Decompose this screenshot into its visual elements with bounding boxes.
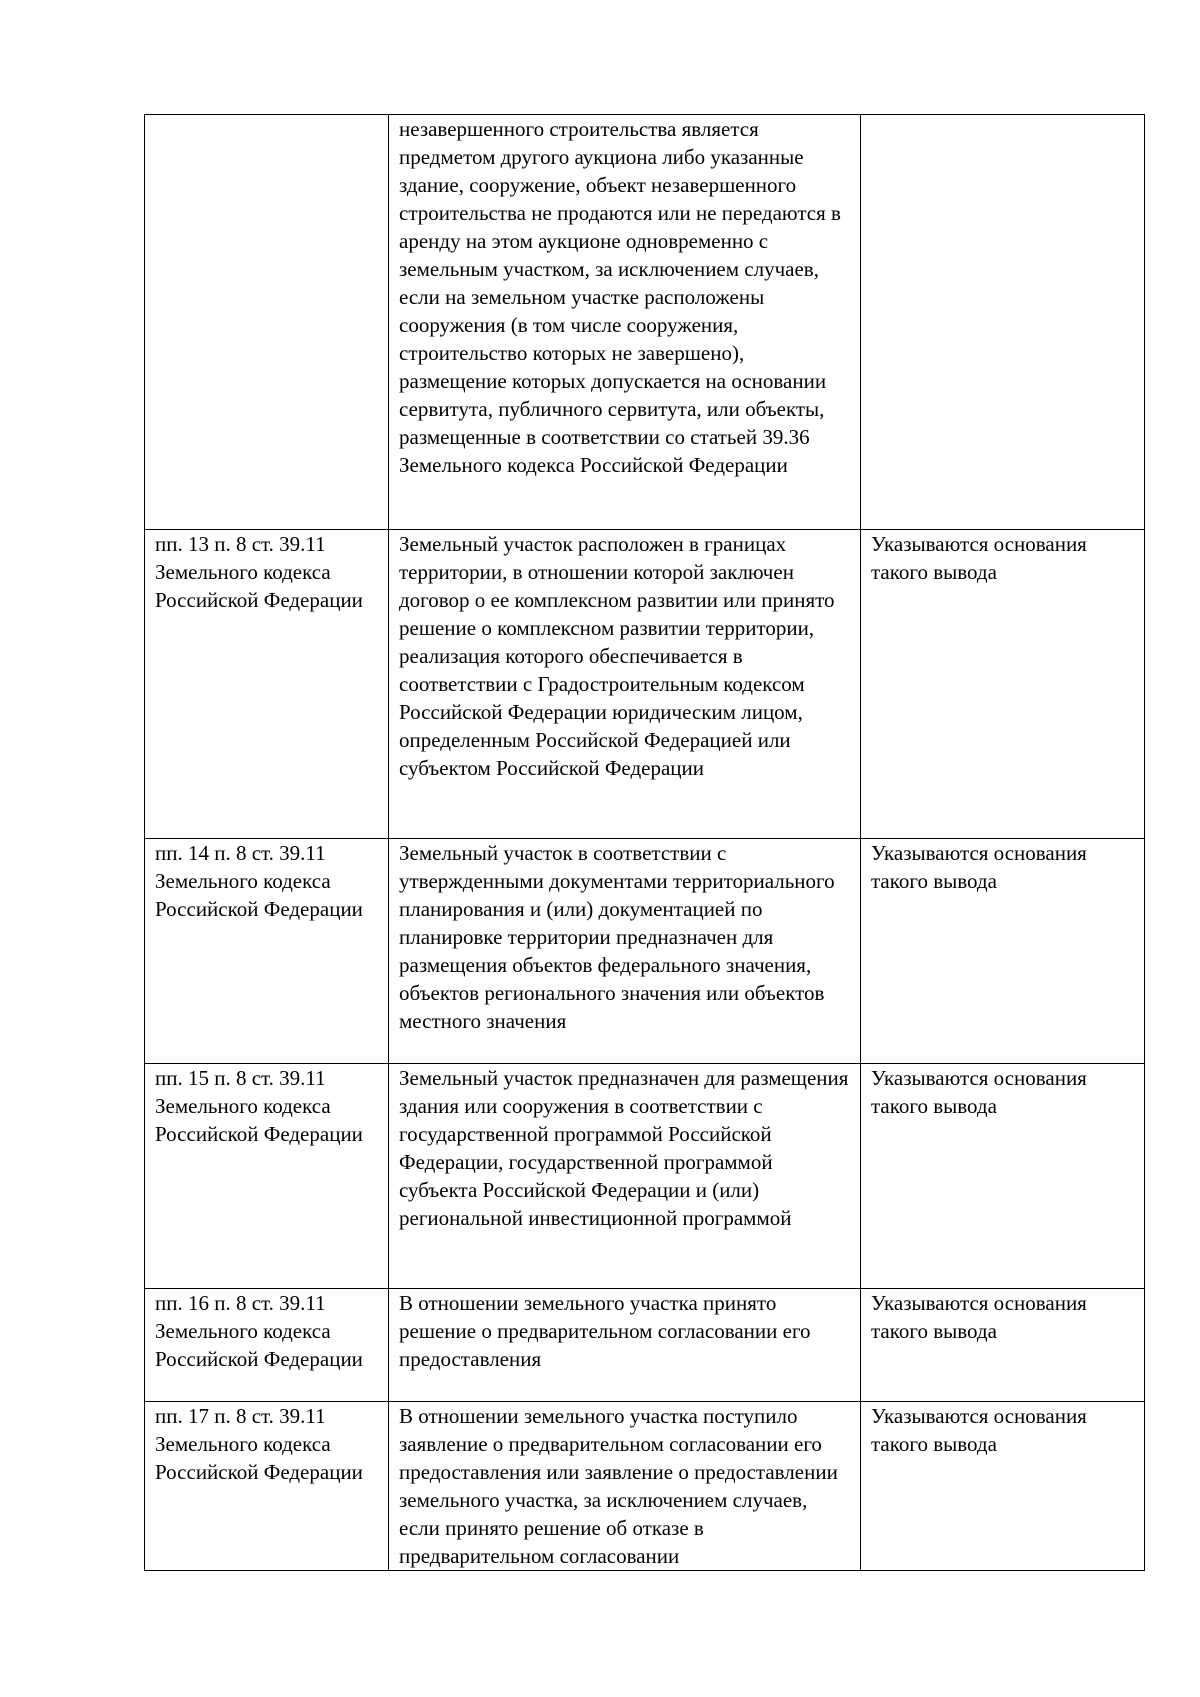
condition-cell: Земельный участок расположен в границах территории, в отношении которой заключен договор о ее комплексном развитии или принято решение о комплексном развитии территории, реализация которого обеспечивается в соответствии с Градостроительным кодексом Российской Федерации юридическим лицом, определенным Российской Федерацией или субъектом Российской Федерации [389, 530, 861, 839]
note-cell: Указываются основания такого вывода [861, 1402, 1145, 1571]
table-row [145, 530, 1145, 839]
condition-cell: В отношении земельного участка поступило заявление о предварительном согласовании его предоставления или заявление о предоставлении земельного участка, за исключением случаев, если принято решение об отказе в предварительном согласовании [389, 1402, 861, 1571]
condition-cell: В отношении земельного участка принято решение о предварительном согласовании его предоставления [389, 1289, 861, 1402]
note-cell [861, 115, 1145, 530]
table-row [145, 1402, 1145, 1571]
grounds-table [144, 114, 1145, 1571]
table-row [145, 115, 1145, 530]
legal-reference-cell: пп. 16 п. 8 ст. 39.11 Земельного кодекса Российской Федерации [145, 1289, 389, 1402]
legal-reference-cell: пп. 15 п. 8 ст. 39.11 Земельного кодекса Российской Федерации [145, 1064, 389, 1289]
note-cell: Указываются основания такого вывода [861, 1064, 1145, 1289]
table-row [145, 1064, 1145, 1289]
legal-reference-cell: пп. 17 п. 8 ст. 39.11 Земельного кодекса Российской Федерации [145, 1402, 389, 1571]
legal-reference-cell: пп. 13 п. 8 ст. 39.11 Земельного кодекса Российской Федерации [145, 530, 389, 839]
table-row [145, 1289, 1145, 1402]
legal-reference-cell: пп. 14 п. 8 ст. 39.11 Земельного кодекса Российской Федерации [145, 839, 389, 1064]
condition-cell: Земельный участок в соответствии с утвержденными документами территориального планирования и (или) документацией по планировке территории предназначен для размещения объектов федерального значения, объектов регионального значения или объектов местного значения [389, 839, 861, 1064]
note-cell: Указываются основания такого вывода [861, 530, 1145, 839]
condition-cell: Земельный участок предназначен для размещения здания или сооружения в соответствии с государственной программой Российской Федерации, государственной программой субъекта Российской Федерации и (или) региональной инвестиционной программой [389, 1064, 861, 1289]
table-row [145, 839, 1145, 1064]
note-cell: Указываются основания такого вывода [861, 1289, 1145, 1402]
legal-reference-cell [145, 115, 389, 530]
condition-cell: незавершенного строительства является предметом другого аукциона либо указанные здание, сооружение, объект незавершенного строительства не продаются или не передаются в аренду на этом аукционе одновременно с земельным участком, за исключением случаев, если на земельном участке расположены сооружения (в том числе сооружения, строительство которых не завершено), размещение которых допускается на основании сервитута, публичного сервитута, или объекты, размещенные в соответствии со статьей 39.36 Земельного кодекса Российской Федерации [389, 115, 861, 530]
note-cell: Указываются основания такого вывода [861, 839, 1145, 1064]
